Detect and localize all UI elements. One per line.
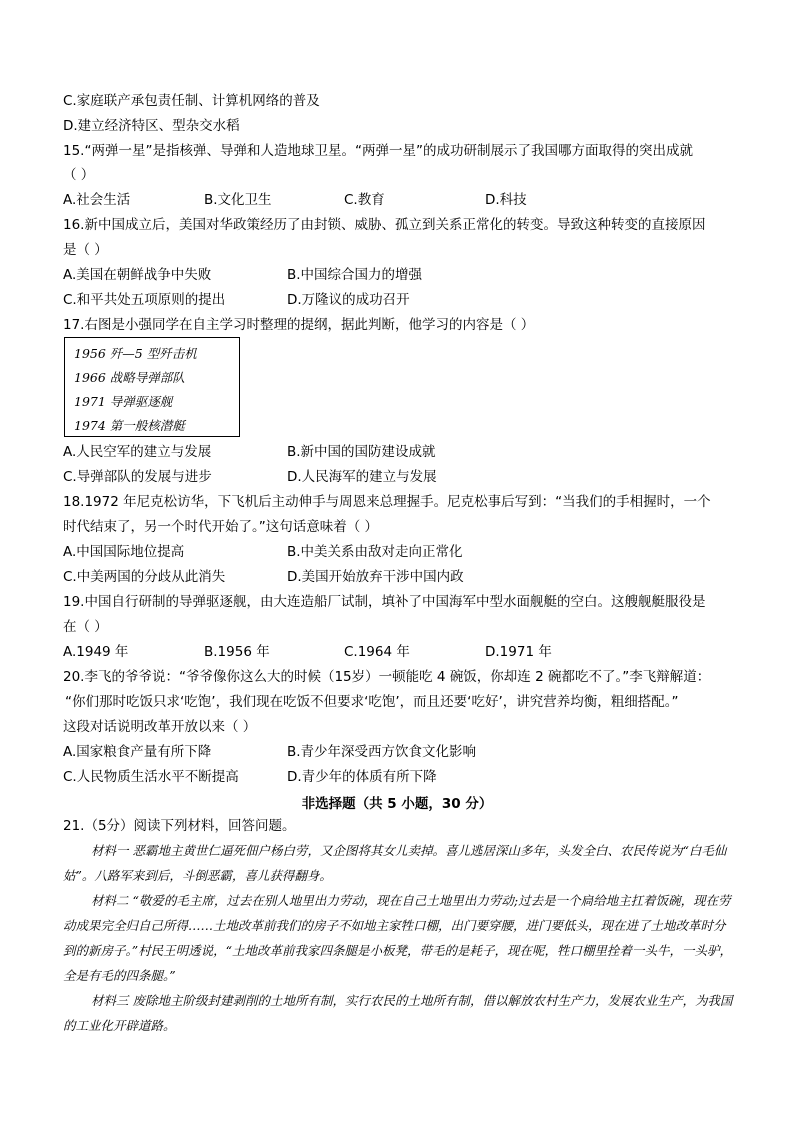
q18-option-b: B.中美关系由敌对走向正常化 xyxy=(287,544,463,560)
q18-option-c: C.中美两国的分歧从此消失 xyxy=(63,569,226,585)
q15-option-a: A.社会生活 xyxy=(63,192,131,208)
q20-option-a: A.国家粮食产量有所下降 xyxy=(63,744,212,760)
q16-option-b: B.中国综合国力的增强 xyxy=(287,267,423,283)
outline-item: 1966 战略导弹部队 xyxy=(74,370,185,385)
material-1: 材料一 恶霸地主黄世仁逼死佃户杨白劳，又企图将其女儿卖掉。喜儿逃居深山多年，头发全白、农民传说为“白毛仙姑”。八路军来到后，斗倒恶霸，喜儿获得翻身。 xyxy=(63,843,727,883)
q18-option-d: D.美国开始放弃干涉中国内政 xyxy=(287,569,464,585)
outline-item: 1974 第一般核潜艇 xyxy=(74,418,185,433)
material-2: 材料二 “敬爱的毛主席，过去在别人地里出力劳动，现在自己土地里出力劳动;过去是一个扃给地主扛着饭碗，现在劳动成果完全归自己所得……土地改革前我们的房子不如地主家牲口棚，出门要穿腰，进门要低头，现在进了土地改革时分到的新房子。”村民王明透说，“土地改革前我家四条腿是小板凳，带毛的是耗子，现在呢，牲口棚里拴着一头牛，一头驴，全是有毛的四条腿。” xyxy=(63,893,733,983)
q20-option-c: C.人民物质生活水平不断提高 xyxy=(63,769,239,785)
q16-stem-cont: 是（ ） xyxy=(63,242,108,258)
q15-option-b: B.文化卫生 xyxy=(204,192,272,208)
q19-option-a: A.1949 年 xyxy=(63,644,129,660)
q17-option-d: D.人民海军的建立与发展 xyxy=(287,469,437,485)
outline-item: 1971 导弹驱逐舰 xyxy=(74,394,173,409)
q16-option-c: C.和平共处五项原则的提出 xyxy=(63,292,226,308)
q17-stem: 17.右图是小强同学在自主学习时整理的提纲，据此判断，他学习的内容是（ ） xyxy=(63,317,535,333)
outline-item: 1956 歼—5 型歼击机 xyxy=(74,346,197,361)
material-3: 材料三 废除地主阶级封建剥削的土地所有制，实行农民的土地所有制，借以解放农村生产力，发展农业生产，为我国的工业化开辟道路。 xyxy=(63,993,733,1033)
q15-stem-cont: （ ） xyxy=(63,167,95,183)
q20-stem-cont: “你们那时吃饭只求‘吃饱’，我们现在吃饭不但要求‘吃饱’，而且还要‘吃好’，讲究营养均衡，粗细搭配。” xyxy=(65,694,679,710)
q16-option-d: D.万隆议的成功召开 xyxy=(287,292,410,308)
q19-stem: 19.中国自行研制的导弹驱逐舰，由大连造船厂试制，填补了中国海军中型水面舰艇的空白。这艘舰艇服役是 xyxy=(63,594,706,610)
section-title: 非选择题（共 5 小题，30 分） xyxy=(301,796,493,812)
q19-stem-cont: 在（ ） xyxy=(63,619,108,635)
q16-option-a: A.美国在朝鲜战争中失败 xyxy=(63,267,212,283)
q20-option-b: B.青少年深受西方饮食文化影响 xyxy=(287,744,477,760)
q18-stem-cont: 时代结束了，另一个时代开始了。”这句话意味着（ ） xyxy=(63,519,379,535)
q17-option-c: C.导弹部队的发展与进步 xyxy=(63,469,212,485)
q19-option-d: D.1971 年 xyxy=(485,644,552,660)
q18-stem: 18.1972 年尼克松访华，下飞机后主动伸手与周恩来总理握手。尼克松事后写到：“当我们的手相握时，一个 xyxy=(63,494,711,510)
q14-option-d: D.建立经济特区、型杂交水稻 xyxy=(63,118,240,134)
q17-option-a: A.人民空军的建立与发展 xyxy=(63,444,212,460)
q14-option-c: C.家庭联产承包责任制、计算机网络的普及 xyxy=(63,93,320,109)
q21-stem: 21.（5分）阅读下列材料，回答问题。 xyxy=(63,818,296,834)
q20-option-d: D.青少年的体质有所下降 xyxy=(287,769,437,785)
q15-option-d: D.科技 xyxy=(485,192,527,208)
q20-stem: 20.李飞的爷爷说：“爷爷像你这么大的时候（15岁）一顿能吃 4 碗饭，你却连 2 碗都吃不了。”李飞辩解道： xyxy=(63,669,711,685)
q17-outline-box xyxy=(64,337,240,437)
q16-stem: 16.新中国成立后，美国对华政策经历了由封锁、威胁、孤立到关系正常化的转变。导致这种转变的直接原因 xyxy=(63,217,706,233)
q18-option-a: A.中国国际地位提高 xyxy=(63,544,185,560)
q20-stem-cont2: 这段对话说明改革开放以来（ ） xyxy=(63,719,257,735)
q15-stem: 15.“两弹一星”是指核弹、导弹和人造地球卫星。“两弹一星”的成功研制展示了我国哪方面取得的突出成就 xyxy=(63,143,693,159)
q19-option-b: B.1956 年 xyxy=(204,644,270,660)
q19-option-c: C.1964 年 xyxy=(344,644,410,660)
q15-option-c: C.教育 xyxy=(344,192,385,208)
q17-option-b: B.新中国的国防建设成就 xyxy=(287,444,436,460)
